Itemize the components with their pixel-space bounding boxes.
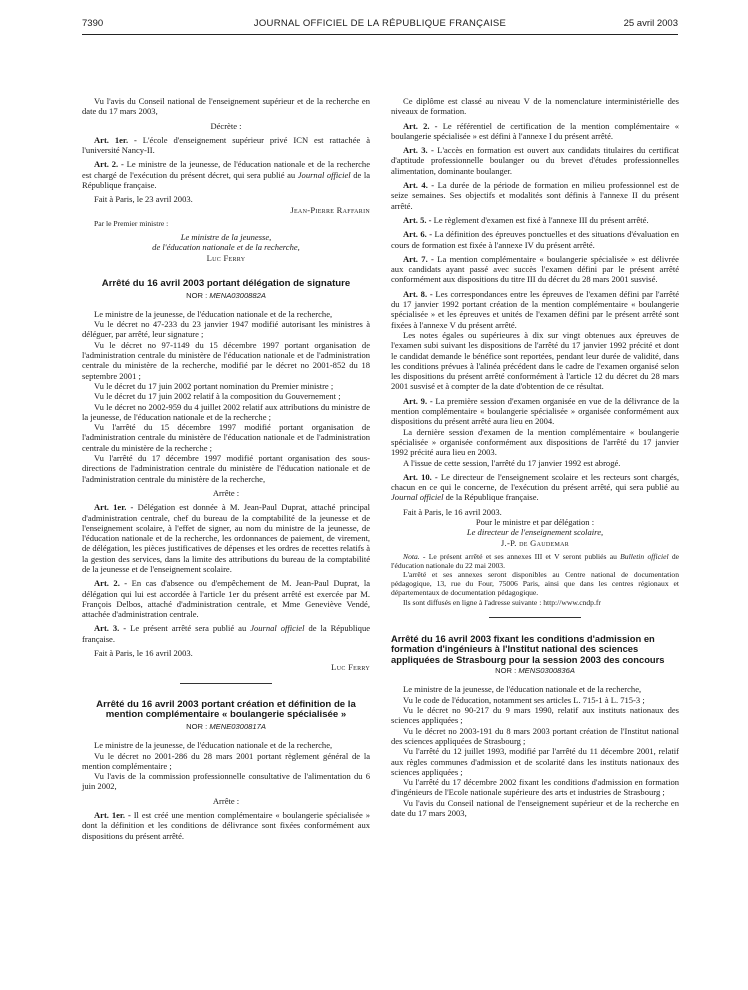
signature: J.-P. de Gaudemar [500,537,570,548]
paragraph: Vu le code de l'éducation, notamment ses articles L. 715-1 à L. 715-3 ; [403,694,645,705]
article-text: En cas d'absence ou d'empêchement de M. Jean-Paul Duprat, la délégation qui lui est accordée à l'article 1er du présent arrêté est exercée par M. François Delbos, attaché d'administration centrale, et Mme Geneviève Vendé, attachée d'administration centrale. [82,578,370,620]
article-text: de la République française. [445,492,539,503]
nor-line [82,722,370,731]
article [391,229,679,250]
signature: Luc Ferry [331,662,370,673]
article-label: Art. 7. - [403,253,434,264]
paragraph: Vu le décret no 47-233 du 23 janvier 1947 modifié autorisant les ministres à déléguer, par arrêté, leur signature ; [82,319,370,340]
article-text: Le référentiel de certification de la mention complémentaire « boulangerie spécialisée » est défini à l'annexe I du présent arrêté. [391,120,680,141]
article-text: Les correspondances entre les épreuves de l'examen défini par l'arrêté du 17 janvier 1992 portant création de la mention complémentaire « boulangerie spécialisée » et les épreuves et unités de l'examen défini par le présent arrêté sont fixées à l'annexe V du présent arrêté. [391,288,679,330]
paragraph: Vu le décret du 17 juin 2002 portant nomination du Premier ministre ; [94,380,334,391]
paragraph: Vu l'avis du Conseil national de l'enseignement supérieur et de la recherche en date du 17 mars 2003, [82,96,370,117]
article-label: Art. 2. - [94,578,128,589]
right-column [391,96,679,818]
article-text: La première session d'examen organisée en vue de la délivrance de la mention complémentaire « boulangerie spécialisée » organisée conformément aux dispositions du présent arrêté aura lieu en 2004. [391,395,679,427]
article [391,396,679,427]
section-divider [489,617,581,618]
paragraph: Vu l'arrêté du 17 décembre 1997 modifié portant organisation des sous-directions de l'administration centrale du ministère de l'éducation nationale et de l'administration centrale du ministère de la recherche, [82,453,370,484]
article [82,810,370,841]
paragraph: Vu l'avis de la commission professionnelle consultative de l'alimentation du 6 juin 2002, [82,771,370,792]
signature: Jean-Pierre Raffarin [290,204,370,215]
nor-code: MENE0300817A [209,722,266,732]
paragraph: Vu le décret no 90-217 du 9 mars 1990, relatif aux instituts nationaux des sciences appliquées ; [391,705,679,726]
article [82,623,370,644]
journal-title: JOURNAL OFFICIEL DE LA RÉPUBLIQUE FRANÇAISE [253,18,507,29]
page-header [82,18,678,34]
article-text: Il est créé une mention complémentaire « boulangerie spécialisée » dont la définition et les conditions de délivrance sont fixées conformément aux dispositions du présent arrêté. [82,810,370,841]
paragraph: A l'issue de cette session, l'arrêté du 17 janvier 1992 est abrogé. [403,457,621,468]
ministre-title: de l'éducation nationale et de la recherche, [152,242,300,253]
article [391,215,679,225]
article-label: Art. 4. - [403,180,435,191]
paragraph: Le ministre de la jeunesse, de l'éducation nationale et de la recherche, [94,740,333,751]
date-line: Fait à Paris, le 16 avril 2003. [403,506,502,517]
article-label: Art. 1er. - [94,810,131,821]
paragraph: Ce diplôme est classé au niveau V de la nomenclature interministérielle des niveaux de formation. [391,96,679,117]
journal-ref: Journal officiel [391,492,444,503]
section-divider [180,683,272,684]
article [82,135,370,156]
article [82,159,370,190]
article [391,145,679,176]
arrete-label: Arrête : [212,487,240,498]
paragraph: Vu le décret no 2002-959 du 4 juillet 2002 relatif aux attributions du ministre de la jeunesse, de l'éducation nationale et de la recherche ; [82,401,370,422]
article-text: L'accès en formation est ouvert aux candidats titulaires du certificat d'aptitude professionnelle boulanger ou du brevet d'études professionnelles alimentation, dominante boulanger. [391,145,680,176]
nor-label: NOR : [186,722,208,732]
nor-line [391,666,679,675]
arrete-title: Arrêté du 16 avril 2003 portant création et définition de la mention complémentaire « boulangerie spécialisée » [96,698,356,721]
article [82,502,370,574]
nota-label: Nota. - [403,551,426,561]
article-label: Art. 5. - [403,214,432,225]
article-text: Le directeur de l'enseignement scolaire et les recteurs sont chargés, chacun en ce qui le concerne, de l'exécution du présent arrêté, qui sera publié au [391,471,679,493]
paragraph: Vu le décret no 2001-286 du 28 mars 2001 portant règlement général de la mention complémentaire ; [82,750,370,771]
article-label: Art. 9. - [403,395,433,406]
ministre-title: Le ministre de la jeunesse, [180,232,272,243]
arrete-label: Arrête : [212,795,240,806]
paragraph: Les notes égales ou supérieures à dix sur vingt obtenues aux épreuves de l'examen subi suivant les dispositions de l'arrêté du 17 janvier 1992 précité et dont le candidat demande le bénéfice sont reportées, pendant leur durée de validité, dans les conditions prévues à l'alinéa précédent dans le cadre de l'examen organisé selon les dispositions du présent arrêté conformément à l'article 12 du décret du 28 mars 2001 susvisé et à compter de la date d'obtention de ce résultat. [391,329,679,392]
article-text: Le ministre de la jeunesse, de l'éducation nationale et de la recherche est chargé de l'exécution du présent décret, qui sera publié au [82,159,371,180]
arrete-title: Arrêté du 16 avril 2003 fixant les conditions d'admission en formation d'ingénieurs à l'Institut national des sciences appliquées de Strasbourg pour la session 2003 des concours [391,632,665,665]
article-text: Le règlement d'examen est fixé à l'annexe III du présent arrêté. [433,214,649,225]
article-label: Art. 8. - [403,288,433,299]
paragraph: Vu l'avis du Conseil national de l'enseignement supérieur et de la recherche en date du 17 mars 2003, [391,797,679,819]
article [391,289,679,330]
bulletin-ref: Bulletin officiel [620,551,669,561]
paragraph: Vu l'arrêté du 12 juillet 1993, modifié par l'arrêté du 11 décembre 2001, relatif aux règles communes d'admission et de scolarité dans les instituts nationaux des sciences appliquées ; [391,746,679,777]
nota [391,552,679,570]
article-label: Art. 2. - [94,159,124,170]
paragraph: Vu le décret no 97-1149 du 15 décembre 1997 portant organisation de l'administration centrale du ministère de l'éducation nationale et de l'administration centrale du ministère de la recherche, modifié par le décret no 2001-852 du 18 septembre 2001 ; [82,339,370,381]
arrete-title: Arrêté du 16 avril 2003 portant délégation de signature [101,278,351,289]
article-text: de la République française. [82,169,370,191]
article-label: Art. 1er. - [94,502,134,513]
paragraph: Vu le décret no 2003-191 du 8 mars 2003 portant création de l'Institut national des sciences appliquées de Strasbourg ; [391,725,679,746]
signature: Luc Ferry [206,252,246,263]
nota: L'arrêté et ses annexes seront disponibles au Centre national de documentation pédagogique, 13, rue du Four, 75006 Paris, ainsi que dans les centres régionaux et départementaux de documentation pédagogique. [391,570,679,598]
article [391,254,679,285]
article-label: Art. 10. - [403,471,438,482]
date-line: Fait à Paris, le 23 avril 2003. [94,194,193,205]
par-premier-ministre: Par le Premier ministre : [94,218,169,228]
nota-text: de l'éducation nationale du 22 mai 2003. [391,551,679,571]
article [391,121,679,142]
page-number: 7390 [82,18,104,29]
paragraph: Le ministre de la jeunesse, de l'éducation nationale et de la recherche, [94,308,333,319]
nota-text: Le présent arrêté et ses annexes III et V seront publiés au [428,551,617,561]
article-text: Le présent arrêté sera publié au [130,623,247,634]
article-text: La définition des épreuves ponctuelles et des situations d'évaluation en cours de formation est fixée à l'annexe IV du présent arrêté. [391,229,679,250]
nor-line [82,291,370,300]
article-text: La durée de la période de formation en milieu professionnel est de seize semaines. Ses objectifs et modalités sont définis à l'annexe II du présent arrêté. [391,180,679,211]
article-label: Art. 3. - [94,623,127,634]
nor-code: MENS0300836A [518,666,575,676]
issue-date: 25 avril 2003 [623,18,678,29]
nor-label: NOR : [495,666,517,676]
article-label: Art. 1er. - [94,134,137,145]
paragraph: Vu l'arrêté du 15 décembre 1997 modifié portant organisation de l'administration centrale du ministère de l'éducation nationale et de l'administration centrale du ministère de la recherche ; [82,422,370,453]
paragraph: Vu le décret du 17 juin 2002 relatif à la composition du Gouvernement ; [94,391,341,402]
article [391,472,679,503]
paragraph: Le ministre de la jeunesse, de l'éducation nationale et de la recherche, [403,684,642,695]
date-line: Fait à Paris, le 16 avril 2003. [94,648,193,659]
article-text: de la République française. [82,623,371,644]
paragraph: La dernière session d'examen de la mention complémentaire « boulangerie spécialisée » organisée conformément aux dispositions de l'arrêté du 17 janvier 1992 précité aura lieu en 2003. [391,426,679,458]
article-label: Art. 2. - [403,120,438,131]
journal-ref: Journal officiel [297,169,351,180]
nor-code: MENA0300882A [209,290,266,300]
article [391,180,679,211]
nota: Ils sont diffusés en ligne à l'adresse suivante : http://www.cndp.fr [403,597,601,607]
left-column [82,96,370,841]
decrete-label: Décrète : [210,120,242,131]
nor-label: NOR : [186,290,208,300]
article-text: La mention complémentaire « boulangerie spécialisée » est délivrée aux candidats ayant passé avec succès l'examen défini par le présent arrêté conformément aux dispositions du titre III du décret du 28 mars 2001 susvisé. [391,253,679,285]
paragraph: Vu l'arrêté du 17 décembre 2002 fixant les conditions d'admission en formation d'ingénieurs de l'Ecole nationale supérieure des arts et industries de Strasbourg ; [391,777,679,798]
delegation-line: Pour le ministre et par délégation : [475,516,595,527]
journal-ref: Journal officiel [250,623,305,634]
article-text: L'école d'enseignement supérieur privé ICN est rattachée à l'université Nancy-II. [82,134,370,156]
article-label: Art. 3. - [403,145,434,156]
article-text: Délégation est donnée à M. Jean-Paul Duprat, attaché principal d'administration centrale, chef du bureau de la comptabilité de la jeunesse et de l'enseignement scolaire, à l'effet de signer, au nom du ministre de la jeunesse, de l'éducation nationale et de la recherche, les ordonnances de paiement, de virement, de délégation, les pièces justificatives de dépenses et les ordres de recettes relatifs à la gestion des services, dans la limite des attributions du bureau de la comptabilité de la jeunesse et de l'enseignement scolaire. [82,502,371,574]
article [82,578,370,619]
article-label: Art. 6. - [403,229,433,240]
header-rule [82,34,678,35]
directeur-title: Le directeur de l'enseignement scolaire, [466,527,604,538]
